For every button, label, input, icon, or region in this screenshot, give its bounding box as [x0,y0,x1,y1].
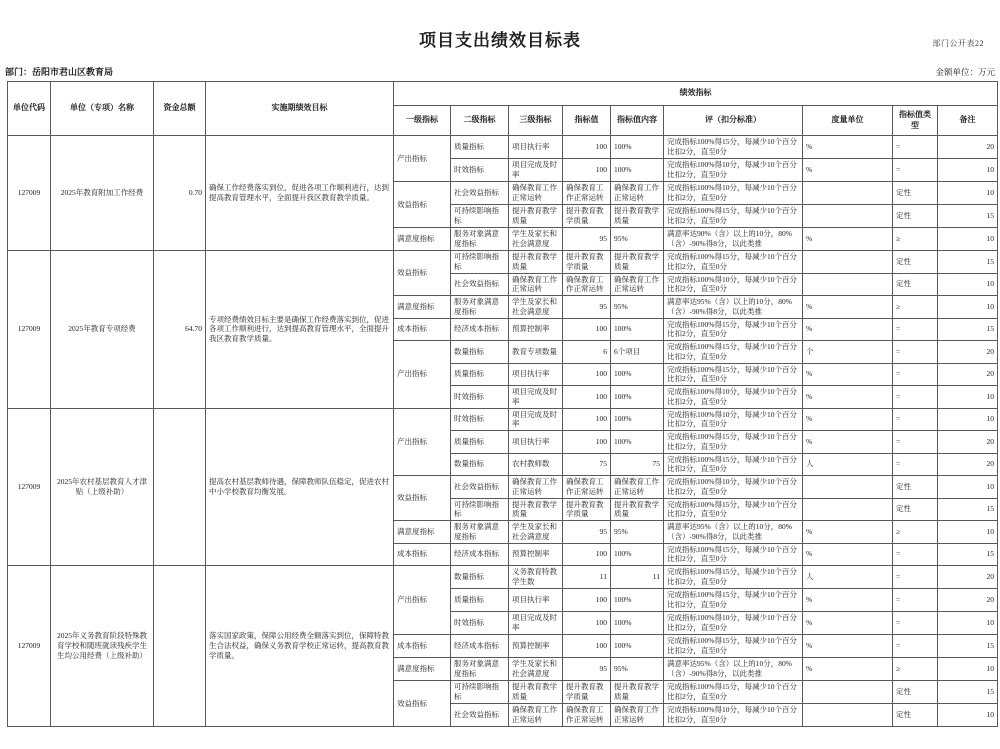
indicator-value-cell: 提升教育教学质量 [563,205,611,228]
header-perf-group: 绩效指标 [394,82,998,106]
remark-cell: 20 [938,431,998,454]
value-type-cell: = [893,543,938,566]
measure-unit-cell [803,273,893,296]
indicator-value-cell: 提升教育教学质量 [563,681,611,704]
level2-indicator-cell: 数量指标 [451,453,509,476]
value-type-cell: 定性 [893,182,938,205]
project-name-cell: 2025年农村基层教育人才津贴（上级补助） [51,408,154,566]
level1-indicator-cell: 满意度指标 [394,521,451,544]
level1-indicator-cell: 产出指标 [394,566,451,635]
indicator-value-cell: 100 [563,543,611,566]
scoring-standard-cell: 满意率达95%（含）以上的10分，80%（含）-90%得8分，以此类推 [664,658,803,681]
remark-cell: 20 [938,453,998,476]
scoring-standard-cell: 完成指标100%得15分，每减少10个百分比扣2分，直至0分 [664,498,803,521]
level3-indicator-cell: 提升教育教学质量 [509,681,563,704]
scoring-standard-cell: 完成指标100%得15分，每减少10个百分比扣2分，直至0分 [664,589,803,612]
remark-cell: 10 [938,273,998,296]
indicator-value-cell: 100 [563,635,611,658]
scoring-standard-cell: 完成指标100%得10分，每减少10个百分比扣2分，直至0分 [664,408,803,431]
value-type-cell: 定性 [893,205,938,228]
level2-indicator-cell: 服务对象满意度指标 [451,296,509,319]
scoring-standard-cell: 完成指标100%得15分，每减少10个百分比扣2分，直至0分 [664,635,803,658]
project-name-cell: 2025年义务教育阶段特殊教育学校和随班就读残疾学生生均公用经费（上级补助） [51,566,154,727]
goal-cell: 提高农村基层教师待遇，保障教师队伍稳定，促进农村中小学校教育均衡发展。 [206,408,394,566]
value-content-cell: 提升教育教学质量 [611,498,664,521]
measure-unit-cell [803,476,893,499]
indicator-row [8,408,998,431]
value-content-cell: 100% [611,635,664,658]
header-remark: 备注 [938,106,998,136]
unit-code-cell: 127009 [8,408,51,566]
project-name-cell: 2025年教育附加工作经费 [51,136,154,251]
value-content-cell: 确保教育工作正常运转 [611,182,664,205]
level3-indicator-cell: 提升教育教学质量 [509,251,563,274]
scoring-standard-cell: 完成指标100%得15分，每减少10个百分比扣2分，直至0分 [664,566,803,589]
level3-indicator-cell: 项目完成及时率 [509,386,563,409]
level3-indicator-cell: 学生及家长和社会满意度 [509,658,563,681]
level2-indicator-cell: 可持续影响指标 [451,251,509,274]
value-content-cell: 11 [611,566,664,589]
value-type-cell: = [893,612,938,635]
remark-cell: 10 [938,408,998,431]
measure-unit-cell: % [803,635,893,658]
level1-indicator-cell: 产出指标 [394,136,451,182]
level2-indicator-cell: 服务对象满意度指标 [451,228,509,251]
value-content-cell: 提升教育教学质量 [611,205,664,228]
measure-unit-cell [803,681,893,704]
level2-indicator-cell: 数量指标 [451,566,509,589]
level2-indicator-cell: 可持续影响指标 [451,681,509,704]
value-content-cell: 确保教育工作正常运转 [611,704,664,727]
value-type-cell: = [893,159,938,182]
level2-indicator-cell: 质量指标 [451,431,509,454]
value-type-cell: ≥ [893,228,938,251]
fund-cell [154,408,206,566]
level2-indicator-cell: 时效指标 [451,386,509,409]
scoring-standard-cell: 满意率达95%（含）以上的10分，80%（含）-90%得8分，以此类推 [664,296,803,319]
measure-unit-cell: % [803,386,893,409]
measure-unit-cell [803,182,893,205]
remark-cell: 15 [938,543,998,566]
scoring-standard-cell: 完成指标100%得10分，每减少10个百分比扣2分，直至0分 [664,159,803,182]
value-type-cell: = [893,363,938,386]
value-type-cell: = [893,136,938,159]
header-scoring: 评（扣分标准） [664,106,803,136]
indicator-value-cell: 75 [563,453,611,476]
scoring-standard-cell: 完成指标100%得15分，每减少10个百分比扣2分，直至0分 [664,251,803,274]
header-level2: 二级指标 [451,106,509,136]
scoring-standard-cell: 完成指标100%得15分，每减少10个百分比扣2分，直至0分 [664,341,803,364]
remark-cell: 15 [938,498,998,521]
indicator-row [8,136,998,159]
level2-indicator-cell: 服务对象满意度指标 [451,521,509,544]
indicator-value-cell: 100 [563,318,611,341]
scoring-standard-cell: 满意率达90%（含）以上的10分，80%（含）-90%得8分，以此类推 [664,228,803,251]
level2-indicator-cell: 经济成本指标 [451,543,509,566]
remark-cell: 15 [938,251,998,274]
level3-indicator-cell: 项目完成及时率 [509,159,563,182]
amount-unit-label: 金额单位：万元 [935,67,995,77]
scoring-standard-cell: 完成指标100%得15分，每减少10个百分比扣2分，直至0分 [664,363,803,386]
measure-unit-cell: % [803,228,893,251]
level3-indicator-cell: 预算控制率 [509,318,563,341]
indicator-value-cell: 100 [563,136,611,159]
remark-cell: 20 [938,589,998,612]
scoring-standard-cell: 完成指标100%得10分，每减少10个百分比扣2分，直至0分 [664,273,803,296]
performance-table-body [8,136,998,727]
measure-unit-cell: 人 [803,453,893,476]
level2-indicator-cell: 时效指标 [451,612,509,635]
indicator-value-cell: 100 [563,612,611,635]
level1-indicator-cell: 成本指标 [394,318,451,341]
indicator-value-cell: 提升教育教学质量 [563,498,611,521]
level3-indicator-cell: 项目执行率 [509,136,563,159]
measure-unit-cell: % [803,408,893,431]
indicator-value-cell: 100 [563,589,611,612]
indicator-value-cell: 100 [563,431,611,454]
indicator-value-cell: 确保教育工作正常运转 [563,273,611,296]
fund-cell: 64.70 [154,251,206,409]
level3-indicator-cell: 项目完成及时率 [509,612,563,635]
department-label: 部门：岳阳市君山区教育局 [5,67,114,77]
indicator-value-cell: 100 [563,386,611,409]
level3-indicator-cell: 项目执行率 [509,431,563,454]
value-type-cell: = [893,589,938,612]
indicator-value-cell: 95 [563,658,611,681]
header-period-goal: 实施期绩效目标 [206,82,394,136]
value-type-cell: ≥ [893,296,938,319]
value-content-cell: 100% [611,386,664,409]
remark-cell: 15 [938,205,998,228]
level2-indicator-cell: 社会效益指标 [451,476,509,499]
scoring-standard-cell: 完成指标100%得15分，每减少10个百分比扣2分，直至0分 [664,136,803,159]
remark-cell: 20 [938,136,998,159]
level3-indicator-cell: 确保教育工作正常运转 [509,704,563,727]
measure-unit-cell: % [803,612,893,635]
level3-indicator-cell: 确保教育工作正常运转 [509,182,563,205]
value-content-cell: 确保教育工作正常运转 [611,476,664,499]
level1-indicator-cell: 产出指标 [394,341,451,409]
remark-cell: 20 [938,341,998,364]
level3-indicator-cell: 确保教育工作正常运转 [509,273,563,296]
indicator-value-cell: 6 [563,341,611,364]
value-content-cell: 100% [611,408,664,431]
indicator-value-cell: 100 [563,363,611,386]
level1-indicator-cell: 满意度指标 [394,658,451,681]
remark-cell: 10 [938,182,998,205]
scoring-standard-cell: 完成指标100%得10分，每减少10个百分比扣2分，直至0分 [664,476,803,499]
remark-cell: 10 [938,159,998,182]
value-content-cell: 100% [611,318,664,341]
scoring-standard-cell: 完成指标100%得10分，每减少10个百分比扣2分，直至0分 [664,704,803,727]
value-type-cell: 定性 [893,681,938,704]
remark-cell: 20 [938,363,998,386]
value-type-cell: = [893,408,938,431]
measure-unit-cell: % [803,658,893,681]
level2-indicator-cell: 社会效益指标 [451,704,509,727]
goal-cell: 落实国家政策，保障公用经费全额落实到位，保障特教生合法权益，确保义务教育学校正常运转，提高教育教学质量。 [206,566,394,727]
value-content-cell: 100% [611,543,664,566]
scoring-standard-cell: 完成指标100%得10分，每减少10个百分比扣2分，直至0分 [664,182,803,205]
level1-indicator-cell: 满意度指标 [394,228,451,251]
level2-indicator-cell: 时效指标 [451,408,509,431]
level1-indicator-cell: 效益指标 [394,476,451,521]
scoring-standard-cell: 完成指标100%得15分，每减少10个百分比扣2分，直至0分 [664,318,803,341]
level2-indicator-cell: 经济成本指标 [451,318,509,341]
value-content-cell: 95% [611,521,664,544]
measure-unit-cell: % [803,521,893,544]
level3-indicator-cell: 项目执行率 [509,363,563,386]
level1-indicator-cell: 满意度指标 [394,296,451,319]
indicator-value-cell: 确保教育工作正常运转 [563,182,611,205]
scoring-standard-cell: 完成指标100%得15分，每减少10个百分比扣2分，直至0分 [664,205,803,228]
indicator-value-cell: 95 [563,521,611,544]
level3-indicator-cell: 教育专项数量 [509,341,563,364]
level1-indicator-cell: 成本指标 [394,635,451,658]
header-unit: 度量单位 [803,106,893,136]
indicator-value-cell: 100 [563,408,611,431]
level1-indicator-cell: 效益指标 [394,681,451,727]
measure-unit-cell: 个 [803,341,893,364]
indicator-value-cell: 100 [563,159,611,182]
remark-cell: 15 [938,635,998,658]
header-level1: 一级指标 [394,106,451,136]
indicator-value-cell: 确保教育工作正常运转 [563,476,611,499]
value-type-cell: 定性 [893,273,938,296]
level2-indicator-cell: 社会效益指标 [451,182,509,205]
remark-cell: 10 [938,228,998,251]
value-content-cell: 100% [611,159,664,182]
fund-cell: 0.70 [154,136,206,251]
measure-unit-cell: % [803,431,893,454]
value-content-cell: 100% [611,431,664,454]
project-name-cell: 2025年教育专项经费 [51,251,154,409]
remark-cell: 10 [938,658,998,681]
measure-unit-cell [803,498,893,521]
level3-indicator-cell: 确保教育工作正常运转 [509,476,563,499]
value-content-cell: 确保教育工作正常运转 [611,273,664,296]
fund-cell [154,566,206,727]
level3-indicator-cell: 学生及家长和社会满意度 [509,228,563,251]
level2-indicator-cell: 可持续影响指标 [451,498,509,521]
value-content-cell: 95% [611,228,664,251]
scoring-standard-cell: 完成指标100%得15分，每减少10个百分比扣2分，直至0分 [664,431,803,454]
indicator-value-cell: 确保教育工作正常运转 [563,704,611,727]
page-title: 项目支出绩效目标表 [419,31,581,50]
value-content-cell: 95% [611,658,664,681]
value-content-cell: 100% [611,363,664,386]
goal-cell: 确保工作经费落实到位，促进各项工作顺利进行，达到提高教育管理水平，全面提升我区教育教学质量。 [206,136,394,251]
level3-indicator-cell: 预算控制率 [509,635,563,658]
indicator-row [8,566,998,589]
scoring-standard-cell: 完成指标100%得10分，每减少10个百分比扣2分，直至0分 [664,386,803,409]
measure-unit-cell [803,704,893,727]
level2-indicator-cell: 经济成本指标 [451,635,509,658]
level3-indicator-cell: 提升教育教学质量 [509,498,563,521]
value-content-cell: 6个项目 [611,341,664,364]
value-content-cell: 提升教育教学质量 [611,681,664,704]
level2-indicator-cell: 可持续影响指标 [451,205,509,228]
remark-cell: 10 [938,296,998,319]
level1-indicator-cell: 成本指标 [394,543,451,566]
value-content-cell: 100% [611,136,664,159]
value-content-cell: 100% [611,589,664,612]
level3-indicator-cell: 学生及家长和社会满意度 [509,521,563,544]
level2-indicator-cell: 社会效益指标 [451,273,509,296]
value-type-cell: 定性 [893,704,938,727]
meta-row [5,65,995,78]
indicator-value-cell: 11 [563,566,611,589]
value-type-cell: 定性 [893,498,938,521]
measure-unit-cell: % [803,318,893,341]
level2-indicator-cell: 质量指标 [451,363,509,386]
value-type-cell: ≥ [893,521,938,544]
level3-indicator-cell: 学生及家长和社会满意度 [509,296,563,319]
measure-unit-cell: % [803,363,893,386]
value-type-cell: = [893,318,938,341]
value-content-cell: 95% [611,296,664,319]
header-level3: 三级指标 [509,106,563,136]
level3-indicator-cell: 农村教师数 [509,453,563,476]
remark-cell: 20 [938,566,998,589]
measure-unit-cell: 人 [803,566,893,589]
unit-code-cell: 127009 [8,251,51,409]
header-total-fund: 资金总额 [154,82,206,136]
value-type-cell: ≥ [893,658,938,681]
level1-indicator-cell: 效益指标 [394,182,451,228]
level1-indicator-cell: 产出指标 [394,408,451,476]
unit-code-cell: 127009 [8,566,51,727]
measure-unit-cell: % [803,543,893,566]
remark-cell: 10 [938,476,998,499]
remark-cell: 15 [938,318,998,341]
level3-indicator-cell: 预算控制率 [509,543,563,566]
header-value-content: 指标值内容 [611,106,664,136]
remark-cell: 10 [938,521,998,544]
remark-cell: 10 [938,704,998,727]
level2-indicator-cell: 质量指标 [451,136,509,159]
performance-target-table [7,81,998,727]
value-type-cell: = [893,453,938,476]
value-type-cell: = [893,341,938,364]
value-content-cell: 100% [611,612,664,635]
measure-unit-cell: % [803,159,893,182]
value-content-cell: 提升教育教学质量 [611,251,664,274]
level2-indicator-cell: 质量指标 [451,589,509,612]
measure-unit-cell [803,205,893,228]
scoring-standard-cell: 满意率达95%（含）以上的10分，80%（含）-90%得8分，以此类推 [664,521,803,544]
indicator-row [8,251,998,274]
scoring-standard-cell: 完成指标100%得10分，每减少10个百分比扣2分，直至0分 [664,612,803,635]
goal-cell: 专项经费绩效目标主要是确保工作经费落实到位，促进各项工作顺利进行，达到提高教育管理水平，全面提升我区教育教学质量。 [206,251,394,409]
remark-cell: 15 [938,681,998,704]
remark-cell: 10 [938,612,998,635]
header-value: 指标值 [563,106,611,136]
scoring-standard-cell: 完成指标100%得15分，每减少10个百分比扣2分，直至0分 [664,543,803,566]
value-type-cell: = [893,431,938,454]
value-type-cell: 定性 [893,251,938,274]
unit-code-cell: 127009 [8,136,51,251]
header-value-type: 指标值类型 [893,106,938,136]
sheet-number-label: 部门公开表22 [932,39,984,48]
scoring-standard-cell: 完成指标100%得15分，每减少10个百分比扣2分，直至0分 [664,681,803,704]
indicator-value-cell: 提升教育教学质量 [563,251,611,274]
remark-cell: 10 [938,386,998,409]
table-header [8,82,998,136]
header-project-name: 单位（专项）名称 [51,82,154,136]
level2-indicator-cell: 服务对象满意度指标 [451,658,509,681]
indicator-value-cell: 95 [563,228,611,251]
level3-indicator-cell: 项目执行率 [509,589,563,612]
level2-indicator-cell: 时效指标 [451,159,509,182]
measure-unit-cell: % [803,296,893,319]
measure-unit-cell [803,251,893,274]
scoring-standard-cell: 完成指标100%得15分，每减少10个百分比扣2分，直至0分 [664,453,803,476]
level3-indicator-cell: 义务教育特教学生数 [509,566,563,589]
value-type-cell: 定性 [893,476,938,499]
level3-indicator-cell: 提升教育教学质量 [509,205,563,228]
indicator-value-cell: 95 [563,296,611,319]
level3-indicator-cell: 项目完成及时率 [509,408,563,431]
value-content-cell: 75 [611,453,664,476]
measure-unit-cell: % [803,589,893,612]
value-type-cell: = [893,386,938,409]
measure-unit-cell: % [803,136,893,159]
value-type-cell: = [893,635,938,658]
level2-indicator-cell: 数量指标 [451,341,509,364]
level1-indicator-cell: 效益指标 [394,251,451,296]
value-type-cell: = [893,566,938,589]
header-unit-code: 单位代码 [8,82,51,136]
